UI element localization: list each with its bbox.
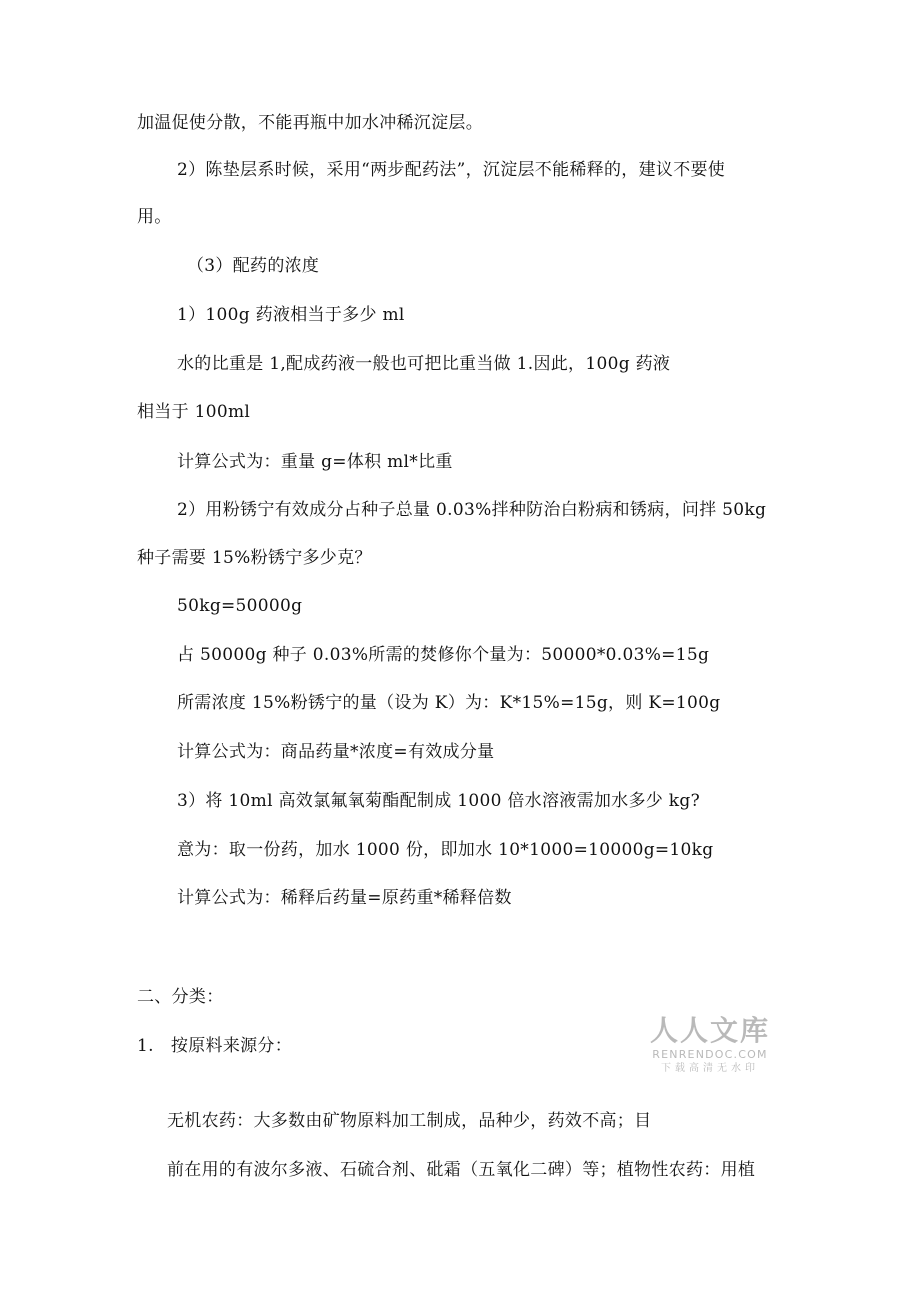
paragraph-line: 2）陈垫层系时候，采用“两步配药法”，沉淀层不能稀释的，建议不要使	[177, 160, 726, 180]
formula-line: 计算公式为：商品药量*浓度=有效成分量	[177, 742, 495, 762]
watermark-title: 人人文库	[649, 1014, 770, 1047]
paragraph-line: 用。	[137, 207, 172, 227]
paragraph-line: 前在用的有波尔多液、石硫合剂、砒霜（五氧化二碑）等；植物性农药：用植	[167, 1160, 756, 1180]
paragraph-line: 意为：取一份药，加水 1000 份，即加水 10*1000=10000g=10kg	[177, 840, 714, 860]
watermark-tagline: 下载高清无水印	[661, 1063, 759, 1074]
list-item: 1. 按原料来源分：	[137, 1036, 293, 1056]
watermark-url: RENRENDOC.COM	[652, 1048, 768, 1061]
paragraph-line: 加温促使分散，不能再瓶中加水冲稀沉淀层。	[137, 113, 483, 133]
formula-line: 计算公式为：重量 g=体积 ml*比重	[177, 452, 453, 472]
paragraph-line: 50kg=50000g	[177, 596, 303, 616]
watermark-logo	[648, 1014, 772, 1076]
paragraph-line: 水的比重是 1,配成药液一般也可把比重当做 1.因此，100g 药液	[177, 354, 671, 374]
paragraph-line: 3）将 10ml 高效氯氟氧菊酯配制成 1000 倍水溶液需加水多少 kg?	[177, 791, 700, 811]
paragraph-line: 种子需要 15%粉锈宁多少克？	[137, 548, 372, 568]
section-heading: （3）配药的浓度	[187, 256, 320, 276]
section-heading: 二、分类：	[137, 987, 224, 1007]
paragraph-line: 无机农药：大多数由矿物原料加工制成，品种少，药效不高；目	[167, 1111, 652, 1131]
paragraph-line: 所需浓度 15%粉锈宁的量（设为 K）为：K*15%=15g，则 K=100g	[177, 693, 721, 713]
formula-line: 计算公式为：稀释后药量=原药重*稀释倍数	[177, 888, 512, 908]
paragraph-line: 相当于 100ml	[137, 402, 251, 422]
paragraph-line: 2）用粉锈宁有效成分占种子总量 0.03%拌种防治白粉病和锈病，问拌 50kg	[177, 500, 767, 520]
paragraph-line: 占 50000g 种子 0.03%所需的焚修你个量为：50000*0.03%=15g	[177, 645, 710, 665]
paragraph-line: 1）100g 药液相当于多少 ml	[177, 305, 405, 325]
